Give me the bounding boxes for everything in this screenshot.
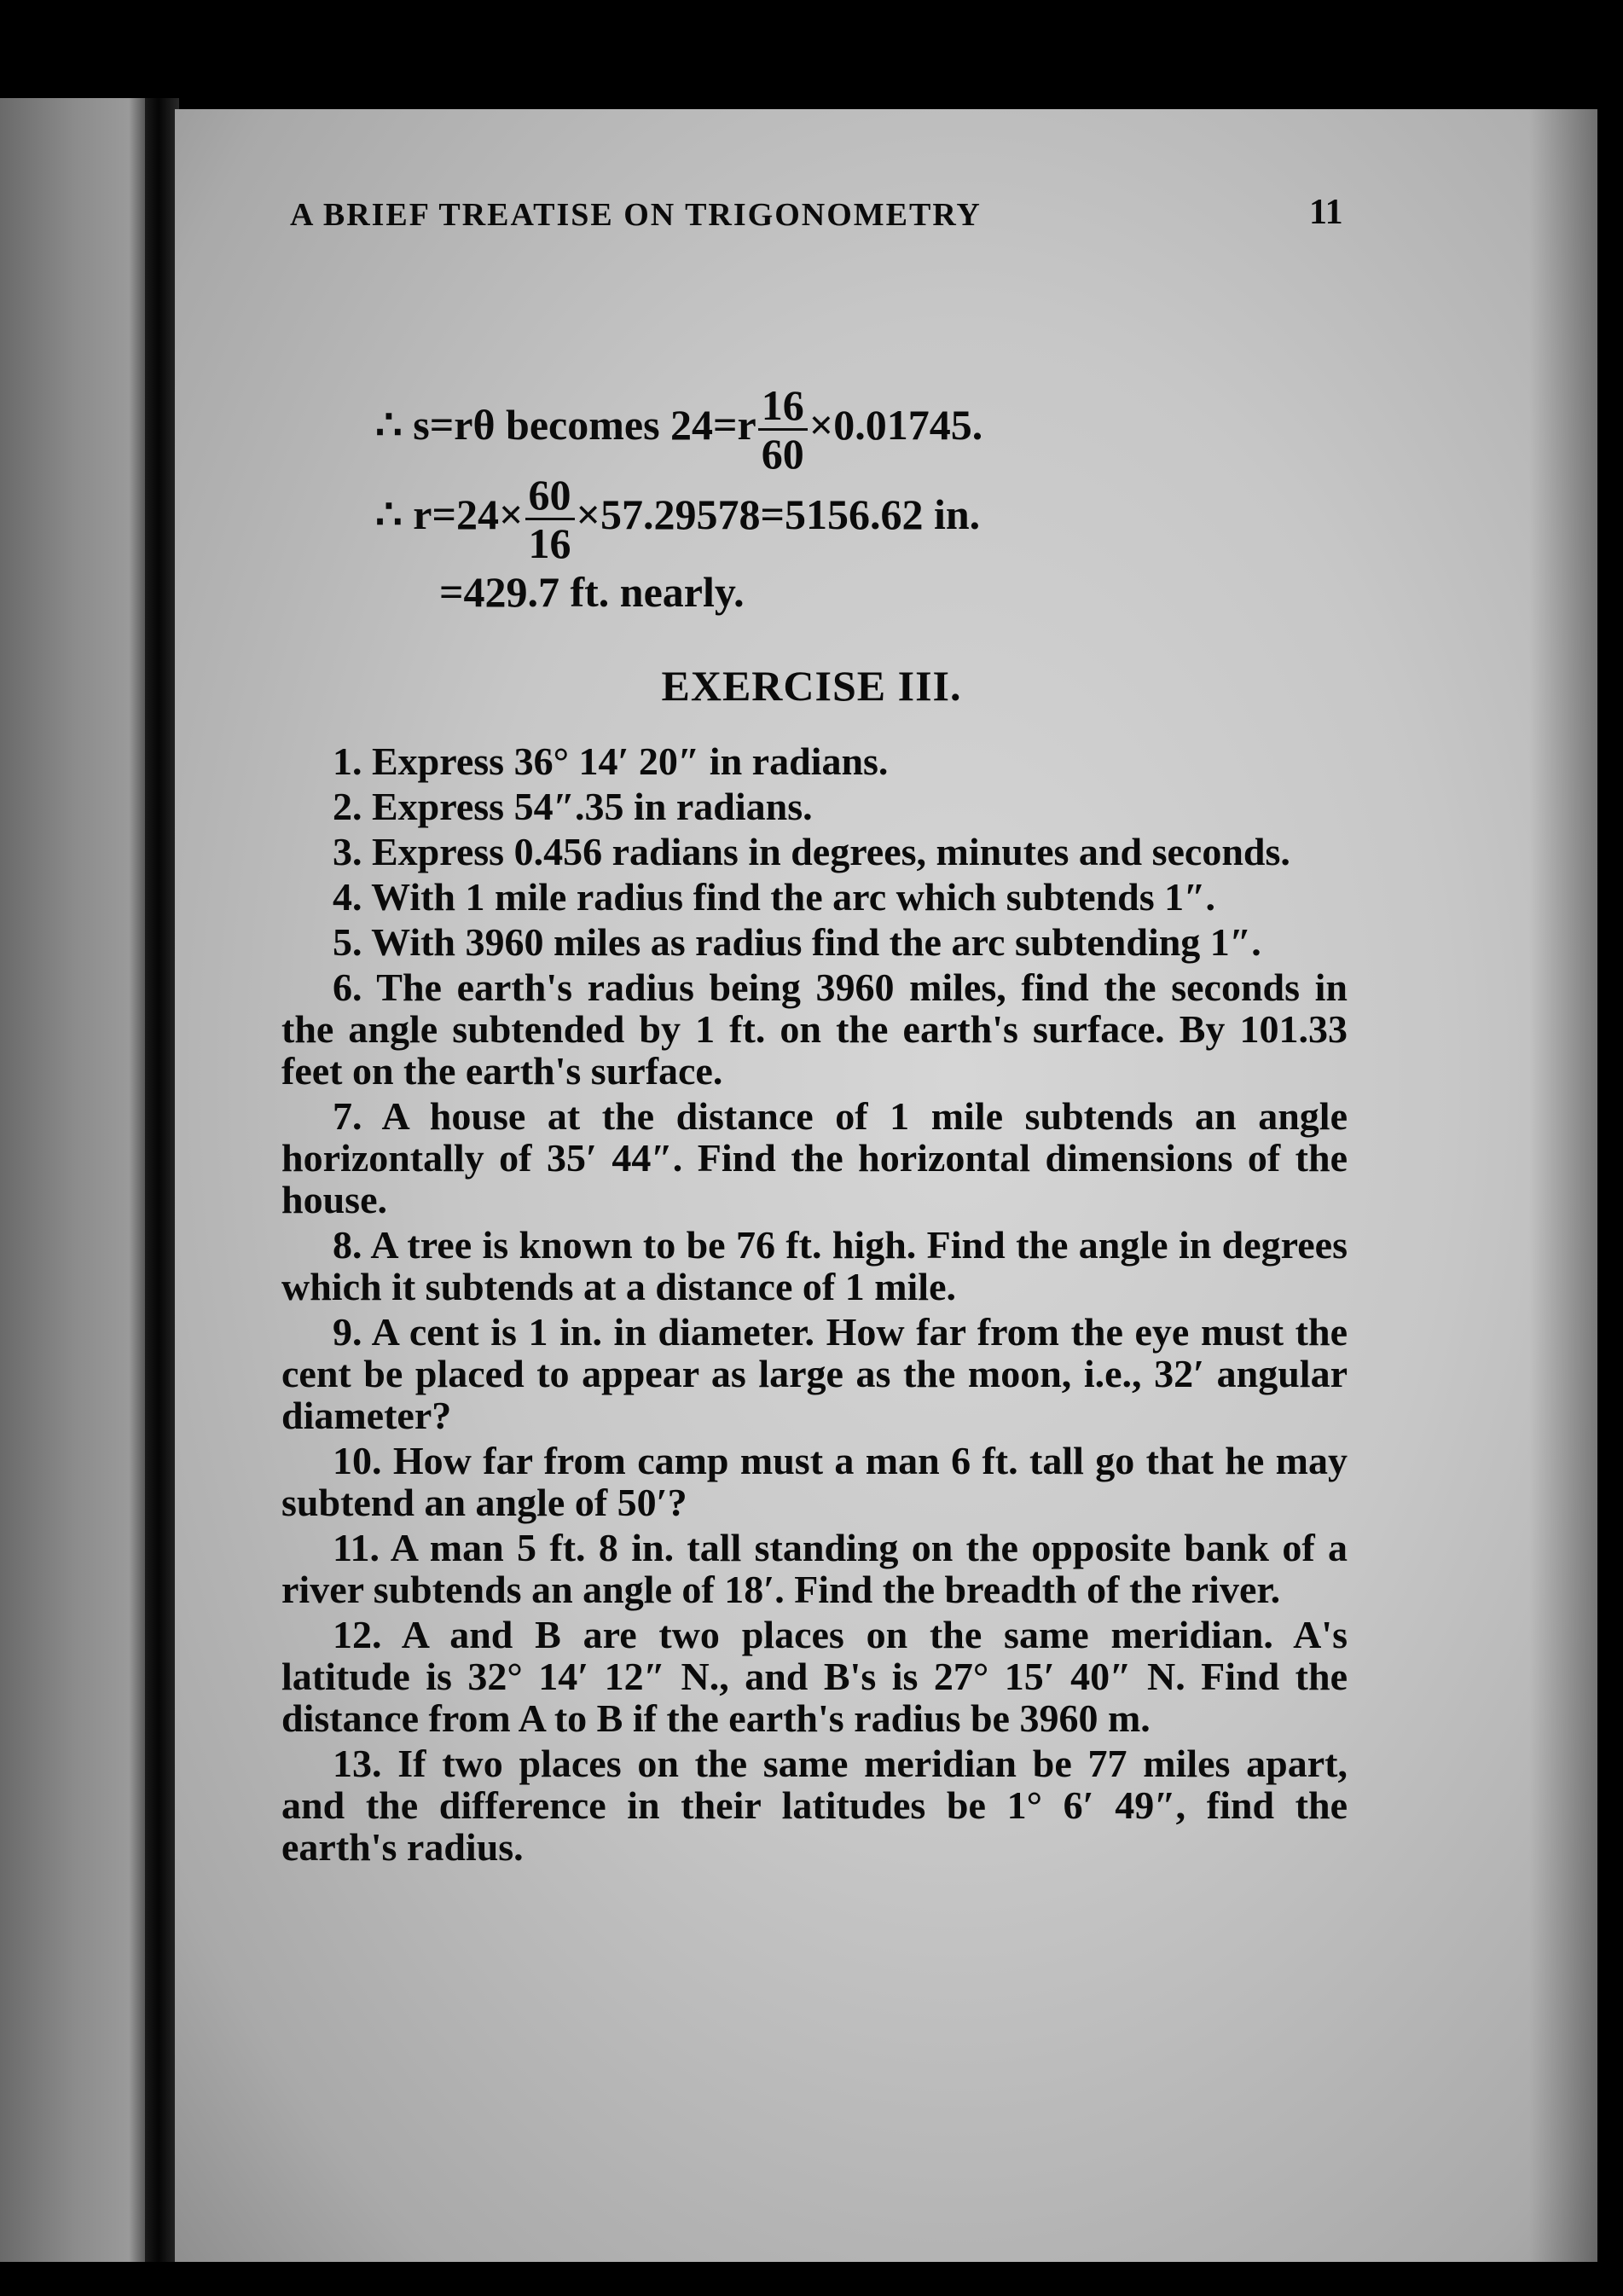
equation-1-prefix: ∴ s=rθ becomes 24=r [375, 400, 756, 449]
exercise-list [281, 740, 1348, 1871]
scan-border-top [0, 0, 1623, 102]
exercise-title: EXERCISE III. [661, 662, 962, 710]
equation-2-prefix: ∴ r=24× [375, 490, 524, 538]
book-spine [145, 98, 179, 2264]
page-edge-shadow [1529, 109, 1597, 2262]
exercise-item-5: 5. With 3960 miles as radius find the arc subtending 1″. [333, 920, 1261, 964]
exercise-item-12: 12. A and B are two places on the same meridian. A's latitude is 32° 14′ 12″ N., and B's is 27° 15′ 40″ N. Find the distance from A to B if the earth's radius be 3960 m. [281, 1613, 1348, 1740]
equation-1-suffix: ×0.01745. [809, 400, 983, 449]
exercise-item-3: 3. Express 0.456 radians in degrees, minutes and seconds. [333, 830, 1290, 873]
exercise-item-4: 4. With 1 mile radius find the arc which subtends 1″. [333, 875, 1216, 919]
exercise-item-9: 9. A cent is 1 in. in diameter. How far from the eye must the cent be placed to appear as large as the moon, i.e., 32′ angular diameter? [281, 1310, 1348, 1437]
exercise-item-1: 1. Express 36° 14′ 20″ in radians. [333, 739, 889, 783]
equation-3: =429.7 ft. nearly. [439, 568, 745, 616]
fraction-denominator: 60 [761, 430, 804, 478]
equation-2-suffix: ×57.29578=5156.62 in. [576, 490, 981, 538]
exercise-item-13: 13. If two places on the same meridian be 77 miles apart, and the difference in their latitudes be 1° 6′ 49″, find the earth's radius. [281, 1742, 1348, 1869]
fraction-numerator: 60 [525, 473, 575, 520]
equation-2 [375, 473, 980, 565]
scan-border-bottom [0, 2262, 1623, 2296]
page-number: 11 [1309, 193, 1343, 232]
exercise-item-8: 8. A tree is known to be 76 ft. high. Find the angle in degrees which it subtends at a distance of 1 mile. [281, 1223, 1348, 1308]
fraction-16-60 [758, 381, 808, 478]
fraction-denominator: 16 [528, 519, 571, 567]
exercise-item-6: 6. The earth's radius being 3960 miles, find the seconds in the angle subtended by 1 ft. on the earth's surface. By 101.33 feet on the earth's surface. [281, 965, 1348, 1093]
facing-page-edge [0, 98, 152, 2264]
equation-1 [375, 381, 983, 478]
exercise-item-10: 10. How far from camp must a man 6 ft. tall go that he may subtend an angle of 50′? [281, 1439, 1348, 1524]
exercise-item-11: 11. A man 5 ft. 8 in. tall standing on the opposite bank of a river subtends an angle of 18′. Find the breadth of the river. [281, 1526, 1348, 1611]
running-header: A BRIEF TREATISE ON TRIGONOMETRY [290, 197, 982, 233]
exercise-item-7: 7. A house at the distance of 1 mile subtends an angle horizontally of 35′ 44″. Find the horizontal dimensions of the house. [281, 1094, 1348, 1221]
fraction-60-16 [525, 473, 575, 565]
fraction-numerator: 16 [758, 384, 808, 431]
exercise-item-2: 2. Express 54″.35 in radians. [333, 785, 813, 828]
